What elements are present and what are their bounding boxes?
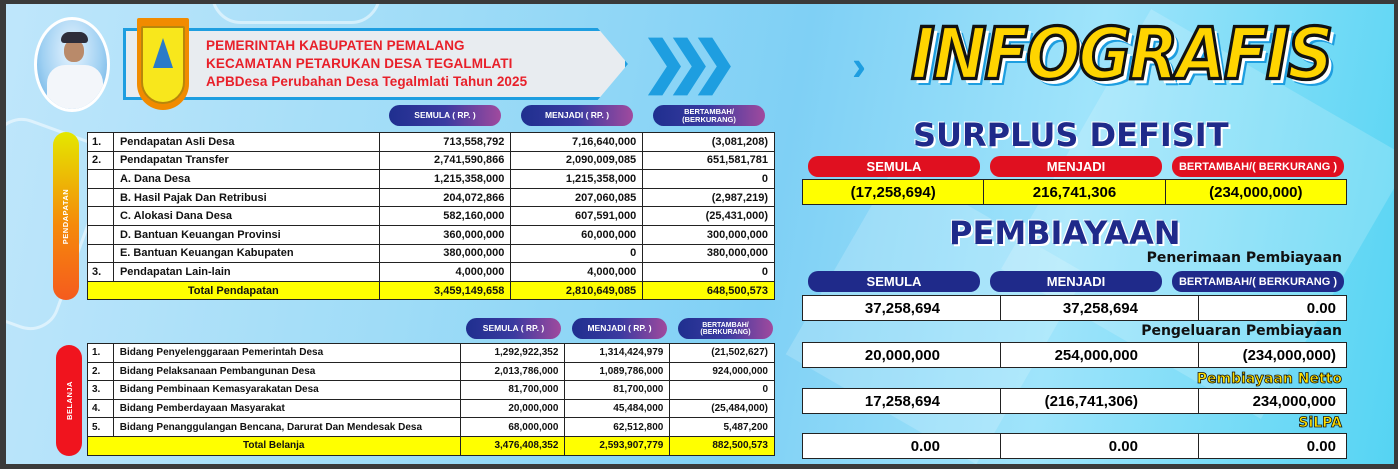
penerimaan-label: Penerimaan Pembiayaan (1146, 250, 1342, 266)
table-row: 2. Bidang Pelaksanaan Pembangunan Desa 2,013,786,000 1,089,786,000 924,000,000 (88, 362, 775, 381)
col-head-semula: SEMULA ( RP. ) (466, 318, 561, 339)
official-portrait (34, 17, 110, 112)
col-head-selisih: BERTAMBAH/ (BERKURANG) (653, 105, 765, 126)
header-line-1: PEMERINTAH KABUPATEN PEMALANG (206, 38, 465, 53)
table-row: 2. Pendapatan Transfer 2,741,590,866 2,090,009,085 651,581,781 (88, 151, 775, 170)
belanja-label: BELANJA (64, 381, 74, 420)
pembiayaan-head-selisih: BERTAMBAH/( BERKURANG ) (1172, 271, 1344, 292)
table-row: 3. Bidang Pembinaan Kemasyarakatan Desa 81,700,000 81,700,000 0 (88, 381, 775, 400)
pendapatan-side-tag (53, 132, 79, 300)
silpa-label: SiLPA (1298, 415, 1342, 431)
table-row: 1. Bidang Penyelenggaraan Pemerintah Desa 1,292,922,352 1,314,424,979 (21,502,627) (88, 344, 775, 363)
table-row: 4. Bidang Pemberdayaan Masyarakat 20,000,000 45,484,000 (25,484,000) (88, 399, 775, 418)
total-row: Total Pendapatan 3,459,149,658 2,810,649,085 648,500,573 (88, 281, 775, 300)
table-row: C. Alokasi Dana Desa 582,160,000 607,591,000 (25,431,000) (88, 207, 775, 226)
surplus-head-menjadi: MENJADI (990, 156, 1162, 177)
surplus-row: (17,258,694) 216,741,306 (234,000,000) (802, 179, 1347, 205)
surplus-defisit-title: SURPLUS DEFISIT (913, 116, 1229, 154)
table-row: D. Bantuan Keuangan Provinsi 360,000,000 60,000,000 300,000,000 (88, 225, 775, 244)
header-line-2: KECAMATAN PETARUKAN DESA TEGALMLATI (206, 56, 513, 71)
surplus-head-semula: SEMULA (808, 156, 980, 177)
col-head-menjadi: MENJADI ( RP. ) (521, 105, 633, 126)
table-row: E. Bantuan Keuangan Kabupaten 380,000,000 0 380,000,000 (88, 244, 775, 263)
pendapatan-label: PENDAPATAN (61, 188, 71, 244)
pembiayaan-head-semula: SEMULA (808, 271, 980, 292)
table-row: 5. Bidang Penanggulangan Bencana, Darurat Dan Mendesak Desa 68,000,000 62,512,800 5,487,200 (88, 418, 775, 437)
header-line-3: APBDesa Perubahan Desa Tegalmlati Tahun 2025 (206, 74, 528, 89)
regency-crest-logo (137, 18, 189, 110)
pengeluaran-label: Pengeluaran Pembiayaan (1141, 323, 1342, 339)
table-row: B. Hasil Pajak Dan Retribusi 204,072,866 207,060,085 (2,987,219) (88, 188, 775, 207)
belanja-table (87, 343, 775, 456)
col-head-selisih: BERTAMBAH/ (BERKURANG) (678, 318, 773, 339)
silpa-row: 0.00 0.00 0.00 (802, 433, 1347, 459)
netto-row: 17,258,694 (216,741,306) 234,000,000 (802, 388, 1347, 414)
table-row: 3. Pendapatan Lain-lain 4,000,000 4,000,000 0 (88, 263, 775, 282)
chevrons-icon: ❯❯❯ (641, 30, 716, 93)
surplus-head-selisih: BERTAMBAH/( BERKURANG ) (1172, 156, 1344, 177)
total-row: Total Belanja 3,476,408,352 2,593,907,779 882,500,573 (88, 436, 775, 455)
pembiayaan-head-menjadi: MENJADI (990, 271, 1162, 292)
pembiayaan-title: PEMBIAYAAN (949, 214, 1181, 252)
pendapatan-table (87, 132, 775, 300)
table-row: 1. Pendapatan Asli Desa 713,558,792 7,16,640,000 (3,081,208) (88, 133, 775, 152)
netto-label: Pembiayaan Netto (1196, 371, 1342, 387)
col-head-semula: SEMULA ( RP. ) (389, 105, 501, 126)
belanja-side-tag (56, 345, 82, 456)
decor-frame (211, 4, 381, 24)
table-row: A. Dana Desa 1,215,358,000 1,215,358,000 0 (88, 170, 775, 189)
col-head-menjadi: MENJADI ( RP. ) (572, 318, 667, 339)
chevron-right-icon: › (852, 42, 866, 89)
infographic-canvas (6, 4, 1394, 464)
penerimaan-row: 37,258,694 37,258,694 0.00 (802, 295, 1347, 321)
pengeluaran-row: 20,000,000 254,000,000 (234,000,000) (802, 342, 1347, 368)
infografis-title: INFOGRAFIS (911, 13, 1332, 97)
